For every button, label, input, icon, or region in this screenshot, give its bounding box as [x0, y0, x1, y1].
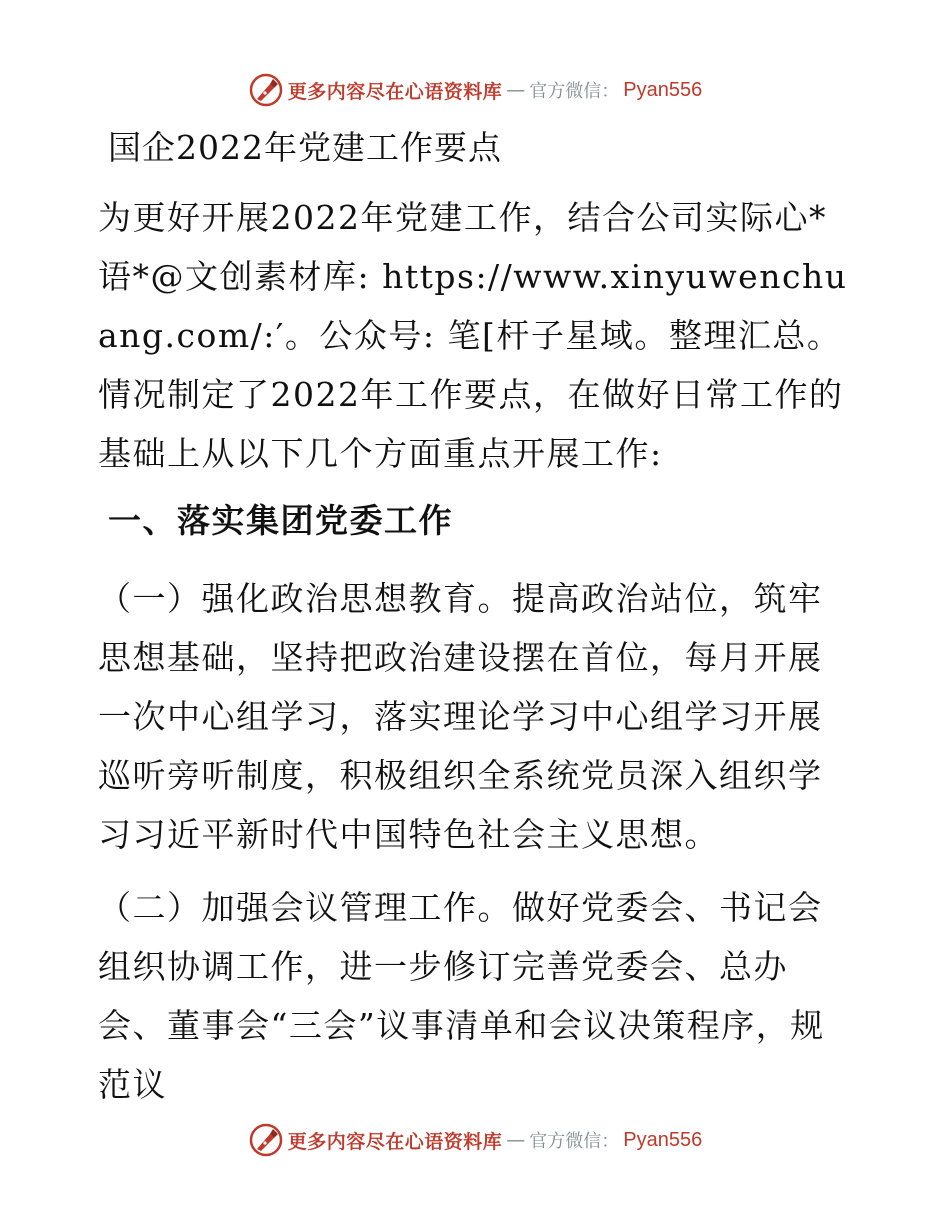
intro-paragraph: 为更好开展2022年党建工作，结合公司实际心*语*@文创素材库: https://www.xinyuwenchuang.com/:′。公众号: 笔[杆子星域。整理汇总。情况制定了2022年工作要点，在做好日常工作的基础上从以下几个方面重点开展工作: [98, 198, 848, 473]
document-body [98, 124, 850, 1128]
pen-nib-logo-icon [248, 1122, 284, 1158]
watermark-separator: — [506, 1129, 526, 1151]
watermark-prefix: 更多内容尽在心语资料库 [287, 1130, 503, 1153]
watermark-content [248, 1122, 702, 1158]
watermark-wechat-id: Pyan556 [623, 78, 703, 101]
watermark-banner-bottom [0, 1120, 950, 1160]
section-heading-1: 一、落实集团党委工作 [108, 501, 453, 540]
watermark-banner-top [0, 70, 950, 110]
watermark-content [248, 72, 702, 108]
watermark-separator: — [506, 79, 526, 101]
item-paragraph-2: （二）加强会议管理工作。做好党委会、书记会组织协调工作，进一步修订完善党委会、总办会、董事会“三会”议事清单和会议决策程序，规范议 [98, 888, 825, 1104]
watermark-wechat-label: 官方微信： [529, 81, 620, 102]
watermark-wechat-id: Pyan556 [623, 1128, 703, 1151]
item-paragraph-1: （一）强化政治思想教育。提高政治站位，筑牢思想基础，坚持把政治建设摆在首位，每月开展一次中心组学习，落实理论学习中心组学习开展巡听旁听制度，积极组织全系统党员深入组织学习习近平新时代中国特色社会主义思想。 [98, 579, 823, 854]
pen-nib-logo-icon [248, 72, 284, 108]
watermark-prefix: 更多内容尽在心语资料库 [287, 80, 503, 103]
document-title: 国企2022年党建工作要点 [108, 128, 502, 167]
watermark-wechat-label: 官方微信： [529, 1131, 620, 1152]
